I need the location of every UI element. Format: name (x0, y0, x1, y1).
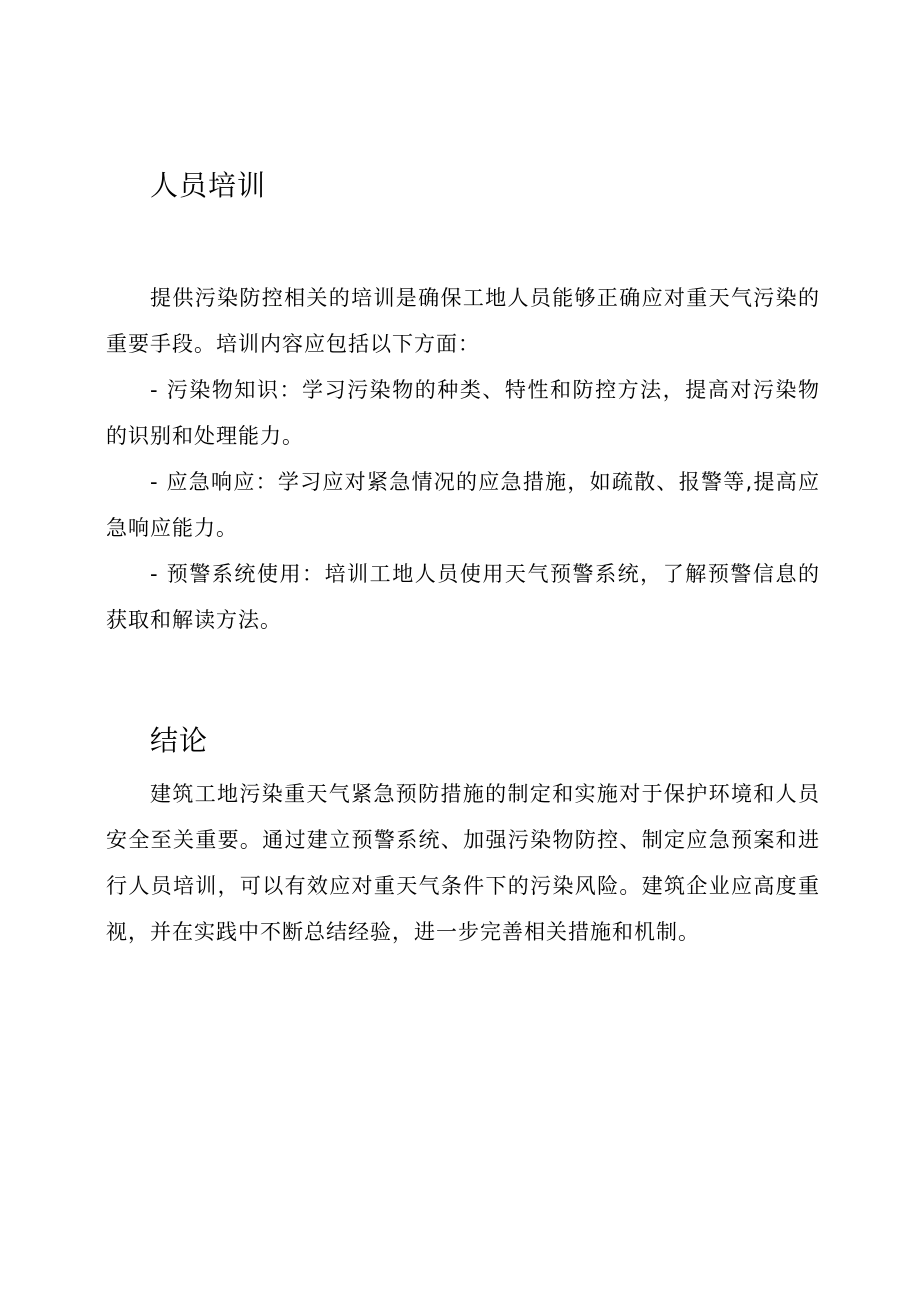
section-heading-training: 人员培训 (150, 169, 267, 202)
training-item-emergency-response: - 应急响应：学习应对紧急情况的应急措施，如疏散、报警等,提高应急响应能力。 (106, 470, 820, 540)
section-heading-conclusion: 结论 (150, 724, 209, 757)
conclusion-paragraph: 建筑工地污染重天气紧急预防措施的制定和实施对于保护环境和人员安全至关重要。通过建立预警系统、加强污染物防控、制定应急预案和进行人员培训，可以有效应对重天气条件下的污染风险。建筑企业应高度重视，并在实践中不断总结经验，进一步完善相关措施和机制。 (106, 782, 820, 944)
training-intro-paragraph: 提供污染防控相关的培训是确保工地人员能够正确应对重天气污染的重要手段。培训内容应包括以下方面： (106, 286, 820, 356)
training-item-pollutant-knowledge: - 污染物知识：学习污染物的种类、特性和防控方法，提高对污染物的识别和处理能力。 (106, 378, 820, 448)
training-item-warning-system: - 预警系统使用：培训工地人员使用天气预警系统，了解预警信息的获取和解读方法。 (106, 562, 820, 632)
